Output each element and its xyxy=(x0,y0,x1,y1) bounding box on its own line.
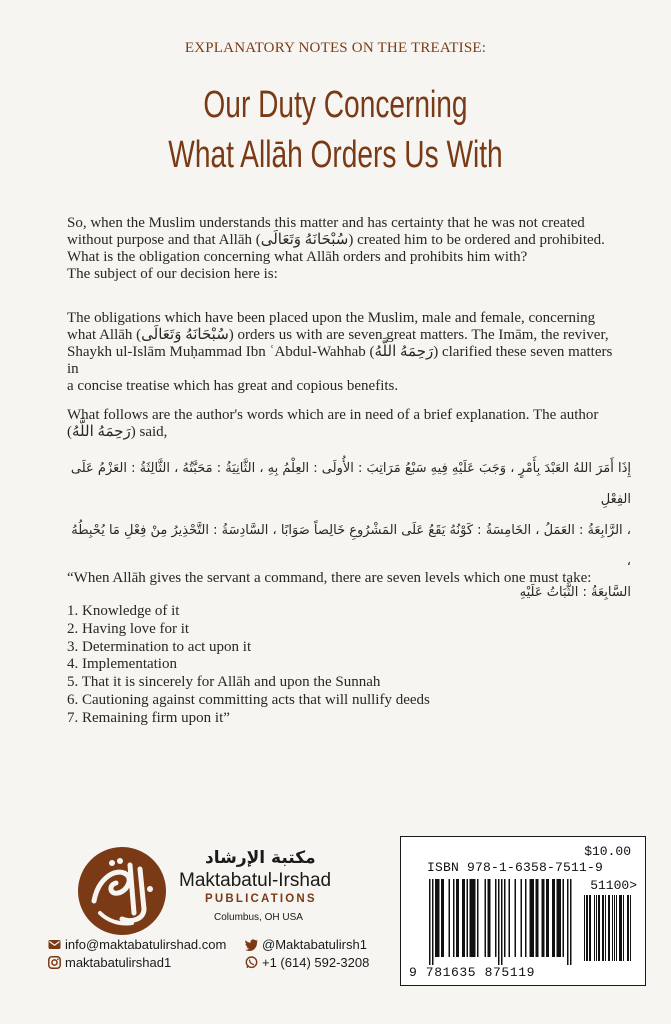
barcode-bar xyxy=(609,895,610,961)
barcode-bar xyxy=(589,895,590,961)
list-item: 4. Implementation xyxy=(67,656,177,673)
isbn-label: ISBN 978-1-6358-7511-9 xyxy=(427,860,604,875)
publisher-name-arabic: مكتبة الإرشاد xyxy=(205,848,316,868)
barcode-bar xyxy=(438,879,440,957)
envelope-icon xyxy=(48,938,61,951)
contact-instagram xyxy=(48,955,171,970)
text-line: (رَحِمَهُ اللَّهُ) said, xyxy=(67,424,168,440)
barcode-bar xyxy=(456,879,458,957)
barcode-bar xyxy=(441,879,443,957)
barcode-bar xyxy=(515,879,517,957)
arabic-line: ، الرَّابِعَةُ : العَمَلُ ، الخَامِسَةُ : كَوْنُهُ يَقَعُ عَلَى المَشْرُوعِ خَالِصاً صَوَابًا ، السَّادِسَةُ : التَّحْذِيرُ مِنْ فِعْلِ مَا يُحْبِطُهُ ، xyxy=(71,523,631,569)
book-title xyxy=(87,80,584,180)
list-item: 5. That it is sincerely for Allāh and upon the Sunnah xyxy=(67,674,381,691)
barcode-bar xyxy=(587,895,588,961)
barcode-bar xyxy=(627,895,628,961)
barcode-bar xyxy=(435,879,437,957)
barcode-bar xyxy=(432,879,434,965)
barcode-bar xyxy=(464,879,466,957)
list-item: 2. Having love for it xyxy=(67,620,190,637)
email-text: info@maktabatulirshad.com xyxy=(65,937,227,952)
price-barcode xyxy=(584,895,634,961)
barcode-bar xyxy=(619,895,620,961)
barcode-bar xyxy=(429,879,431,965)
text-line: Shaykh ul-Islām Muḥammad Ibn ʿAbdul-Wahhab (رَحِمَهُ اللَّهُ) clarified these seven matters in xyxy=(67,344,613,377)
barcode-bar xyxy=(558,879,560,957)
price-code-label: 51100> xyxy=(590,878,637,893)
publisher-logo xyxy=(74,843,170,939)
barcode-bar xyxy=(603,895,604,961)
arabic-line: السَّابِعَةُ : الثَّبَاتُ عَلَيْهِ xyxy=(519,585,631,600)
barcode-bar xyxy=(525,879,527,957)
barcode-bar xyxy=(557,879,559,957)
barcode-bar xyxy=(554,879,556,957)
barcode-bar xyxy=(621,895,622,961)
list-item: 3. Determination to act upon it xyxy=(67,638,252,655)
paragraph-1 xyxy=(67,215,627,283)
list-item: 7. Remaining firm upon it” xyxy=(67,709,230,726)
title-line-1: Our Duty Concerning xyxy=(203,84,468,126)
paragraph-2 xyxy=(67,310,627,395)
text-line: So, when the Muslim understands this matter and has certainty that he was not created xyxy=(67,215,585,231)
twitter-text: @Maktabatulirsh1 xyxy=(262,937,367,952)
barcode-bar xyxy=(443,879,445,957)
barcode-bar xyxy=(509,879,511,957)
publisher-location: Columbus, OH USA xyxy=(214,912,303,923)
instagram-icon xyxy=(48,956,61,969)
barcode-bar xyxy=(567,879,569,965)
barcode-bar xyxy=(488,879,490,957)
contact-phone xyxy=(245,955,369,970)
barcode-bar xyxy=(533,879,535,957)
barcode-bar xyxy=(498,879,500,965)
barcode-bar xyxy=(552,879,554,957)
barcode-bar xyxy=(616,895,617,961)
list-item: 6. Cautioning against committing acts that will nullify deeds xyxy=(67,691,430,708)
section-kicker: EXPLANATORY NOTES ON THE TREATISE: xyxy=(184,40,487,56)
text-line: a concise treatise which has great and copious benefits. xyxy=(67,378,399,394)
barcode-bar xyxy=(584,895,585,961)
text-line: What is the obligation concerning what Allāh orders and prohibits him with? xyxy=(67,249,528,265)
contact-email xyxy=(48,937,226,952)
barcode-bar xyxy=(612,895,613,961)
text-line: without purpose and that Allāh (سُبْحَانَهُ وَتَعَالَى) created him to be ordered and prohibited. xyxy=(67,232,605,248)
barcode-bar xyxy=(614,895,615,961)
text-line: what Allāh (سُبْحَانَهُ وَتَعَالَى) orders us with are seven great matters. The Imām, the reviver, xyxy=(67,327,609,343)
barcode-bar xyxy=(594,895,595,961)
barcode-bar xyxy=(521,879,523,957)
barcode-bar xyxy=(470,879,472,957)
barcode-bar xyxy=(530,879,532,957)
barcode-bar xyxy=(449,879,451,957)
barcode-bar xyxy=(485,879,487,957)
barcode-bar xyxy=(628,895,629,961)
barcode-bar xyxy=(630,895,631,961)
barcode-bar xyxy=(473,879,475,957)
barcode-bar xyxy=(543,879,545,957)
barcode-bar xyxy=(598,895,599,961)
barcode-bar xyxy=(504,879,506,957)
barcode-bar xyxy=(590,895,591,961)
text-line: The subject of our decision here is: xyxy=(67,266,278,282)
barcode-bar xyxy=(437,879,439,957)
barcode-bar xyxy=(546,879,548,957)
barcode-bar xyxy=(548,879,550,957)
ean13-barcode xyxy=(429,879,577,965)
barcode-bar xyxy=(570,879,572,965)
barcode-bar xyxy=(495,879,497,957)
barcode-bar xyxy=(531,879,533,957)
barcode-bar xyxy=(586,895,587,961)
barcode-bar xyxy=(599,895,600,961)
barcode-box xyxy=(400,836,646,986)
barcode-bar xyxy=(501,879,503,965)
barcode-bar xyxy=(458,879,460,957)
barcode-bar xyxy=(462,879,464,957)
barcode-bar xyxy=(453,879,455,957)
barcode-bar xyxy=(596,895,597,961)
barcode-bar xyxy=(467,879,469,957)
list-item: 1. Knowledge of it xyxy=(67,603,180,619)
barcode-bar xyxy=(536,879,538,957)
barcode-bar xyxy=(620,895,621,961)
barcode-bar xyxy=(477,879,479,957)
barcode-bar xyxy=(537,879,539,957)
text-line: What follows are the author's words which are in need of a brief explanation. The author xyxy=(67,407,599,423)
instagram-text: maktabatulirshad1 xyxy=(65,955,172,970)
levels-list xyxy=(67,603,430,728)
barcode-bar xyxy=(563,879,565,957)
publisher-subtitle: PUBLICATIONS xyxy=(205,893,317,905)
whatsapp-icon xyxy=(245,956,258,969)
arabic-line: إِذَا أَمَرَ اللهُ العَبْدَ بِأَمْرٍ ، وَجَبَ عَلَيْهِ فِيهِ سَبْعُ مَرَاتِبَ : الأُولَى : العِلْمُ بِهِ ، الثَّانِيَةُ : مَحَبَّتُهُ ، الثَّالِثَةُ : العَزْمُ عَلَى الفِعْلِ xyxy=(70,461,631,507)
twitter-icon xyxy=(245,938,258,951)
barcode-bar xyxy=(471,879,473,957)
barcode-bar xyxy=(608,895,609,961)
barcode-bar xyxy=(623,895,624,961)
barcode-bar xyxy=(605,895,606,961)
barcode-bar xyxy=(602,895,603,961)
text-line: The obligations which have been placed upon the Muslim, male and female, concerning xyxy=(67,310,596,326)
title-line-2: What Allāh Orders Us With xyxy=(168,134,503,176)
barcode-bar xyxy=(560,879,562,957)
price-label: $10.00 xyxy=(584,844,631,859)
contact-twitter xyxy=(245,937,367,952)
barcode-bar xyxy=(474,879,476,957)
quote-intro: “When Allāh gives the servant a command, there are seven levels which one must take: xyxy=(67,570,592,586)
paragraph-3 xyxy=(67,407,627,441)
barcode-bar xyxy=(489,879,491,957)
publisher-name: Maktabatul-Irshad xyxy=(179,870,332,891)
barcode-bar xyxy=(542,879,544,957)
phone-text: +1 (614) 592-3208 xyxy=(262,955,370,970)
ean-digits: 9 781635 875119 xyxy=(409,965,536,980)
